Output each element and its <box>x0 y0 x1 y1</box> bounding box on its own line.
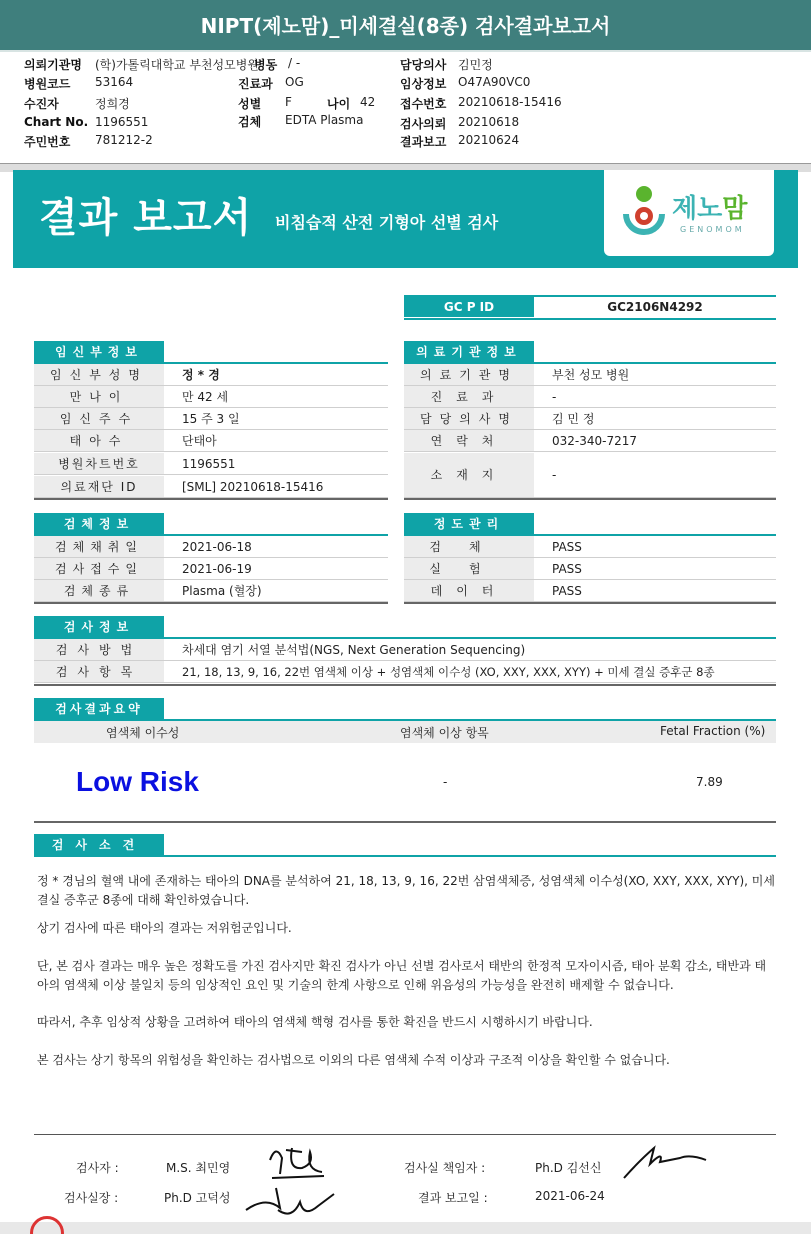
info-value: F <box>285 95 292 109</box>
table-row: 검사방법 차세대 염기 서열 분석법(NGS, Next Generation Sequencing) <box>34 639 776 661</box>
section-header-summary: 검사결과요약 <box>34 698 164 720</box>
info-value: 김민정 <box>458 58 493 72</box>
section-bottom-rule <box>34 602 388 604</box>
finding-paragraph: 단, 본 검사 결과는 매우 높은 정확도를 가진 검사지만 확진 검사가 아닌 선별 검사로서 태반의 한정적 모자이시즘, 태아 분획 감소, 태반과 태아의 염색체 이상 불일치 등의 임상적인 요인 및 기술의 한계 사항으로 인해 위음성의 가능성을 완전히 배제할 수 없습니다. <box>37 959 767 992</box>
table-row: 의료재단 ID [SML] 20210618-15416 <box>34 476 388 498</box>
table-row: 태아수 단태아 <box>34 430 388 452</box>
tester-label: 검사자 : <box>76 1161 119 1175</box>
genomom-logo <box>604 170 774 256</box>
result-risk: Low Risk <box>76 766 199 797</box>
result-banner <box>13 170 798 268</box>
table-row: 병원차트번호 1196551 <box>34 453 388 475</box>
section-header-findings: 검사소견 <box>34 834 164 856</box>
section-bottom-rule <box>404 602 776 604</box>
header-info <box>0 52 811 164</box>
info-value: 781212-2 <box>95 133 153 147</box>
table-row: 진료과 - <box>404 386 776 408</box>
section-bottom-rule <box>34 498 388 500</box>
info-value: 20210618 <box>458 115 520 129</box>
info-key: 성별 <box>238 97 262 111</box>
table-row: 담당의사명 김 민 정 <box>404 408 776 430</box>
logo-mother-icon <box>622 184 668 238</box>
table-row: 임신주수 15 주 3 일 <box>34 408 388 430</box>
lab-chief-name: Ph.D 김선신 <box>535 1161 602 1175</box>
gcpid-bottomline <box>404 318 776 320</box>
info-key: 임상정보 <box>400 77 447 91</box>
section-header-institution: 의료기관정보 <box>404 341 534 363</box>
info-value: 20210618-15416 <box>458 95 562 109</box>
signature-icon <box>262 1140 332 1184</box>
table-row: 검체종류 Plasma (혈장) <box>34 580 388 602</box>
report-title: NIPT(제노맘)_미세결실(8종) 검사결과보고서 <box>0 0 811 52</box>
table-row: 의료기관명 부천 성모 병원 <box>404 364 776 386</box>
info-value: 53164 <box>95 75 134 89</box>
info-value: 정희경 <box>95 97 130 111</box>
logo-name: 제노맘 <box>672 194 748 224</box>
report-date: 2021-06-24 <box>535 1189 605 1203</box>
info-key: 결과보고 <box>400 135 447 149</box>
info-key: 수진자 <box>24 97 59 111</box>
signature-icon <box>240 1180 340 1226</box>
section-bottom-rule <box>34 821 776 823</box>
finding-paragraph: 따라서, 추후 임상적 상황을 고려하여 태아의 염색체 핵형 검사를 통한 확진을 반드시 시행하시기 바랍니다. <box>37 1015 593 1029</box>
fetal-fraction: 7.89 <box>696 775 723 789</box>
section-bottom-rule <box>34 684 776 686</box>
info-value: O47A90VC0 <box>458 75 531 89</box>
info-key: 검사의뢰 <box>400 117 447 131</box>
info-value: 20210624 <box>458 133 520 147</box>
info-key: 의뢰기관명 <box>24 58 82 72</box>
info-key: 병동 <box>254 58 278 72</box>
lab-chief-label: 검사실 책임자 : <box>404 1161 486 1175</box>
lab-head-label: 검사실장 : <box>64 1191 119 1205</box>
table-row: 검사접수일 2021-06-19 <box>34 558 388 580</box>
banner-subtitle: 비침습적 산전 기형아 선별 검사 <box>275 213 499 232</box>
finding-paragraph: 본 검사는 상기 항목의 위험성을 확인하는 검사법으로 이외의 다른 염색체 수적 이상과 구조적 이상을 확인할 수 없습니다. <box>37 1053 670 1067</box>
info-value: (학)가톨릭대학교 부천성모병원 <box>95 58 259 72</box>
table-row: 임신부성명 정 * 경 <box>34 364 388 386</box>
signature-icon <box>620 1140 710 1184</box>
info-key: 접수번호 <box>400 97 447 111</box>
gcpid-label: GC P ID <box>404 297 534 317</box>
logo-eng: GENOMOM <box>680 225 745 234</box>
info-key: 나이 <box>327 97 351 111</box>
info-value: / - <box>288 56 301 70</box>
signature-rule <box>34 1134 776 1135</box>
gcpid-value: GC2106N4292 <box>607 300 703 314</box>
finding-paragraph: 상기 검사에 따른 태아의 결과는 저위험군입니다. <box>37 921 292 935</box>
section-header-test: 검사정보 <box>34 616 164 638</box>
section-header-pregnant: 임신부정보 <box>34 341 164 363</box>
finding-paragraph: 정 * 경님의 혈액 내에 존재하는 태아의 DNA를 분석하여 21, 18, 13, 9, 16, 22번 삼염색체증, 성염색체 이수성(XO, XXY, XXX, XYY), 미세 결실 증후군 8종에 대해 확인하였습니다. <box>37 874 775 907</box>
table-row: 연락처 032-340-7217 <box>404 430 776 452</box>
info-key: 검체 <box>238 115 262 129</box>
info-key: 주민번호 <box>24 135 71 149</box>
section-bottom-rule <box>404 498 776 500</box>
info-key: 진료과 <box>238 77 273 91</box>
section-header-specimen: 검체정보 <box>34 513 164 535</box>
col-header: 염색체 이상 항목 <box>400 726 489 740</box>
abnormal-item: - <box>443 775 448 789</box>
table-row: 만나이 만 42 세 <box>34 386 388 408</box>
stamp-icon <box>30 1216 64 1234</box>
info-value: EDTA Plasma <box>285 113 364 127</box>
info-key: Chart No. <box>24 115 89 129</box>
table-row: 데이터 PASS <box>404 580 776 602</box>
table-row: 검체 PASS <box>404 536 776 558</box>
info-value: 42 <box>360 95 376 109</box>
col-header: Fetal Fraction (%) <box>660 724 766 738</box>
info-value: OG <box>285 75 304 89</box>
table-row: 실험 PASS <box>404 558 776 580</box>
info-key: 병원코드 <box>24 77 71 91</box>
table-row: 소재지 - <box>404 453 776 498</box>
section-header-qc: 정도관리 <box>404 513 534 535</box>
info-key: 담당의사 <box>400 58 447 72</box>
section-line <box>34 855 776 857</box>
info-value: 1196551 <box>95 115 149 129</box>
tester-name: M.S. 최민영 <box>166 1161 231 1175</box>
report-date-label: 결과 보고일 : <box>418 1191 488 1205</box>
summary-header-row <box>34 721 776 743</box>
page-footer <box>0 1222 811 1234</box>
lab-head-name: Ph.D 고덕성 <box>164 1191 231 1205</box>
banner-title: 결과 보고서 <box>39 195 253 241</box>
col-header: 염색체 이수성 <box>106 726 180 740</box>
table-row: 검체채취일 2021-06-18 <box>34 536 388 558</box>
table-row: 검사항목 21, 18, 13, 9, 16, 22번 염색체 이상 + 성염색체 이수성 (XO, XXY, XXX, XYY) + 미세 결실 증후군 8종 <box>34 661 776 683</box>
